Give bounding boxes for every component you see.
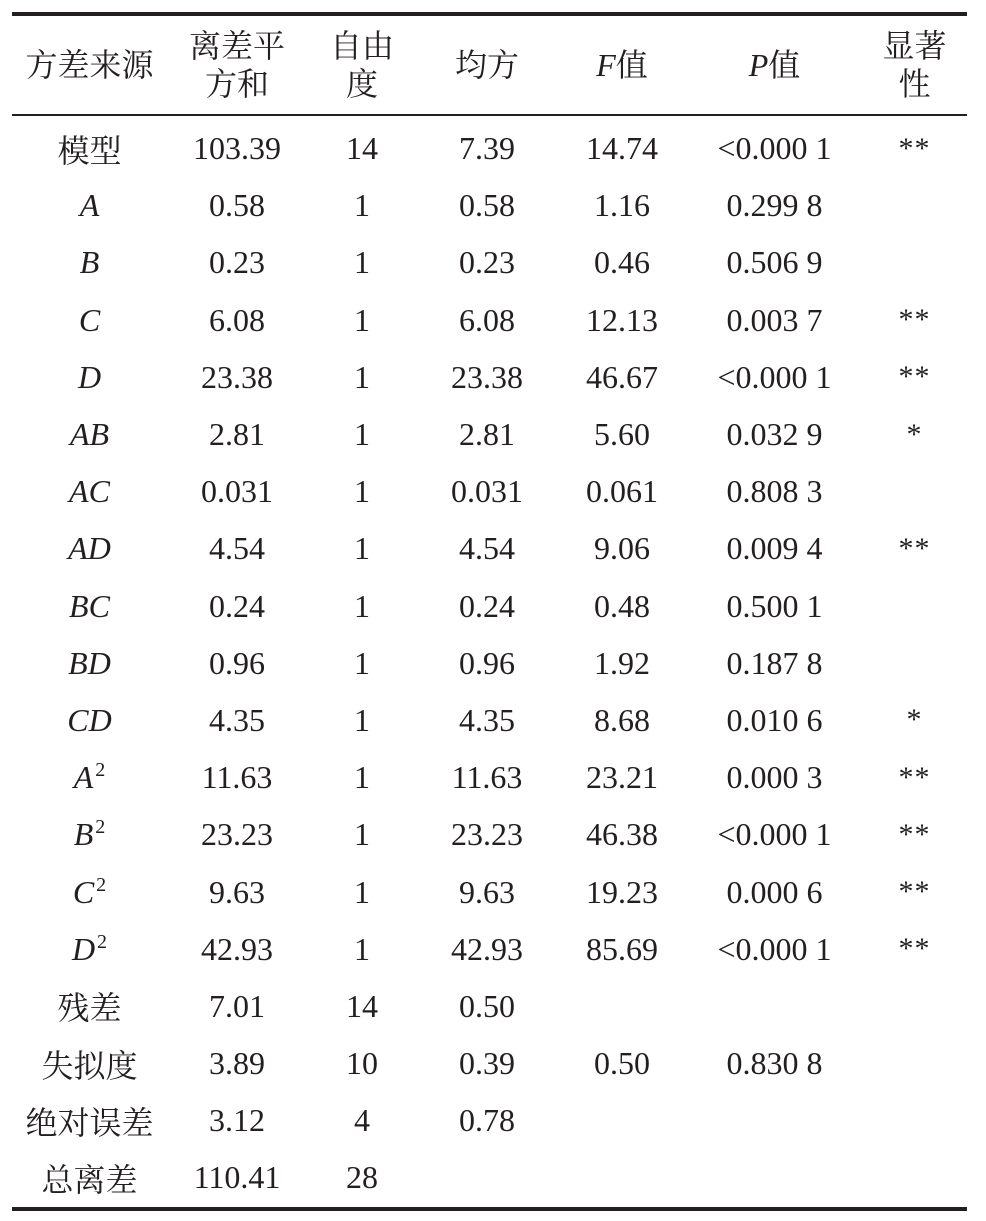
header-line: 性 [898,66,931,102]
cell-degrees-of-freedom: 1 [354,301,370,338]
source-label: B [79,244,100,281]
table-row [12,692,967,749]
source-label: A [73,759,94,796]
cell-source [12,749,167,806]
cell-source [12,1092,167,1149]
cell-source [12,1149,167,1206]
cell-p-value: <0.000 1 [717,130,832,167]
cell-sum-of-squares: 23.23 [201,816,273,853]
cell-degrees-of-freedom: 1 [354,530,370,567]
cell-sum-of-squares: 110.41 [193,1159,281,1196]
header-sum-of-squares [167,16,307,114]
cell-sum-of-squares: 42.93 [201,930,273,967]
cell-mean-square: 7.39 [459,130,515,167]
cell-sum-of-squares: 11.63 [201,759,273,796]
cell-p-value: 0.506 9 [726,244,823,281]
table-row [12,349,967,406]
cell-sum-of-squares: 0.58 [209,187,265,224]
source-label: C [72,873,95,910]
cell-source [12,806,167,863]
source-exponent: 2 [95,759,106,782]
cell-significance: * [906,417,923,451]
cell-p-value: 0.830 8 [726,1045,823,1082]
cell-source [12,578,167,635]
header-line: 均方 [454,47,519,83]
cell-mean-square: 0.24 [459,587,515,624]
cell-source [12,921,167,978]
cell-sum-of-squares: 4.35 [209,701,265,738]
cell-degrees-of-freedom: 14 [346,987,378,1024]
cell-degrees-of-freedom: 14 [346,130,378,167]
cell-p-value: 0.000 3 [726,759,823,796]
cell-mean-square: 0.39 [459,1045,515,1082]
table-row [12,234,967,291]
header-symbol: F [596,47,616,83]
cell-mean-square: 0.50 [459,987,515,1024]
cell-mean-square: 4.54 [459,530,515,567]
cell-mean-square: 0.031 [451,473,523,510]
table-row [12,406,967,463]
source-label: B [73,816,94,853]
header-degrees-of-freedom [307,16,417,114]
cell-sum-of-squares: 103.39 [193,130,281,167]
table-row [12,978,967,1035]
cell-significance: ** [898,303,931,337]
cell-sum-of-squares: 0.24 [209,587,265,624]
cell-f-value: 0.46 [594,244,650,281]
table-row [12,1149,967,1206]
header-significance [862,16,967,114]
source-label: 绝对误差 [25,1104,154,1141]
cell-p-value: 0.500 1 [726,587,823,624]
cell-p-value: 0.187 8 [726,644,823,681]
cell-degrees-of-freedom: 1 [354,416,370,453]
cell-sum-of-squares: 9.63 [209,873,265,910]
source-label: D [71,930,96,967]
source-label: C [78,301,101,338]
cell-significance: * [906,703,923,737]
cell-degrees-of-freedom: 1 [354,759,370,796]
source-label: BC [69,587,110,624]
cell-significance [862,177,967,234]
cell-degrees-of-freedom: 1 [354,816,370,853]
cell-mean-square: 42.93 [451,930,523,967]
cell-source [12,692,167,749]
source-exponent: 2 [95,816,106,839]
table-row [12,578,967,635]
cell-degrees-of-freedom: 1 [354,473,370,510]
cell-significance: ** [898,531,931,565]
cell-sum-of-squares: 23.38 [201,358,273,395]
cell-source [12,635,167,692]
cell-f-value: 12.13 [586,301,658,338]
cell-f-value: 85.69 [586,930,658,967]
table-row [12,292,967,349]
cell-p-value: 0.010 6 [726,701,823,738]
table-row [12,863,967,920]
cell-source [12,863,167,920]
cell-source [12,978,167,1035]
cell-source [12,234,167,291]
source-label: AB [69,416,110,453]
anova-table-container [12,12,967,1211]
table-body [12,116,967,1207]
cell-mean-square: 0.78 [459,1102,515,1139]
cell-significance [862,234,967,291]
cell-mean-square: 0.96 [459,644,515,681]
cell-mean-square: 0.23 [459,244,515,281]
cell-significance: ** [898,932,931,966]
cell-sum-of-squares: 7.01 [209,987,265,1024]
cell-significance [862,1092,967,1149]
table-row [12,921,967,978]
cell-f-value: 19.23 [586,873,658,910]
cell-mean-square: 23.38 [451,358,523,395]
cell-source [12,177,167,234]
cell-source [12,520,167,577]
header-text: 值 [768,47,801,83]
table-row [12,116,967,177]
anova-table [12,16,967,114]
header-line: 显著 [882,28,947,64]
source-label: CD [67,701,112,738]
source-label: AC [69,473,110,510]
cell-mean-square: 23.23 [451,816,523,853]
cell-f-value: 46.38 [586,816,658,853]
source-exponent: 2 [96,873,107,896]
cell-degrees-of-freedom: 1 [354,701,370,738]
cell-f-value: 23.21 [586,759,658,796]
cell-sum-of-squares: 3.89 [209,1045,265,1082]
cell-f-value: 9.06 [594,530,650,567]
cell-degrees-of-freedom: 28 [346,1159,378,1196]
cell-significance [862,635,967,692]
cell-f-value: 1.92 [594,644,650,681]
cell-degrees-of-freedom: 4 [354,1102,370,1139]
source-label: BD [68,644,111,681]
cell-degrees-of-freedom: 1 [354,930,370,967]
table-row [12,520,967,577]
cell-source [12,292,167,349]
source-label: 失拟度 [41,1047,138,1084]
cell-p-value [687,1149,862,1206]
source-label: A [79,187,100,224]
cell-significance [862,578,967,635]
header-mean-square [417,16,557,114]
cell-degrees-of-freedom: 10 [346,1045,378,1082]
cell-f-value: 0.50 [594,1045,650,1082]
cell-f-value: 0.48 [594,587,650,624]
source-exponent: 2 [97,930,108,953]
cell-p-value: <0.000 1 [717,816,832,853]
table-header [12,16,967,114]
cell-mean-square: 2.81 [459,416,515,453]
table-row [12,806,967,863]
cell-sum-of-squares: 0.031 [201,473,273,510]
cell-p-value: 0.003 7 [726,301,823,338]
cell-mean-square: 6.08 [459,301,515,338]
cell-degrees-of-freedom: 1 [354,644,370,681]
cell-significance [862,1035,967,1092]
cell-p-value: 0.032 9 [726,416,823,453]
table-row [12,177,967,234]
cell-p-value: 0.299 8 [726,187,823,224]
cell-significance: ** [898,875,931,909]
cell-significance: ** [898,817,931,851]
cell-mean-square: 0.58 [459,187,515,224]
table-row [12,749,967,806]
cell-f-value: 5.60 [594,416,650,453]
header-f-value [557,16,687,114]
cell-mean-square: 11.63 [451,759,523,796]
cell-mean-square: 9.63 [459,873,515,910]
cell-p-value [687,978,862,1035]
source-label: 总离差 [41,1161,138,1198]
cell-f-value: 8.68 [594,701,650,738]
cell-significance: ** [898,360,931,394]
header-line: 度 [345,66,378,102]
table-row [12,635,967,692]
cell-significance: ** [898,760,931,794]
cell-degrees-of-freedom: 1 [354,244,370,281]
cell-p-value: 0.808 3 [726,473,823,510]
header-line: 自由 [329,28,394,64]
header-symbol: P [748,47,769,83]
header-line: 方和 [204,66,269,102]
anova-table-body [12,116,967,1207]
source-label: 残差 [57,990,122,1027]
cell-source [12,406,167,463]
cell-significance: ** [898,131,931,165]
cell-significance [862,463,967,520]
cell-p-value: <0.000 1 [717,358,832,395]
cell-mean-square: 4.35 [459,701,515,738]
header-text: 值 [615,47,648,83]
cell-f-value [557,978,687,1035]
cell-f-value: 46.67 [586,358,658,395]
header-line: 方差来源 [25,47,154,83]
cell-significance [862,1149,967,1206]
cell-sum-of-squares: 2.81 [209,416,265,453]
cell-p-value: 0.000 6 [726,873,823,910]
cell-f-value [557,1149,687,1206]
cell-mean-square [417,1149,557,1206]
cell-sum-of-squares: 6.08 [209,301,265,338]
cell-f-value [557,1092,687,1149]
source-label: D [77,358,102,395]
header-line: 离差平 [188,28,285,64]
cell-significance [862,978,967,1035]
cell-f-value: 14.74 [586,130,658,167]
cell-p-value [687,1092,862,1149]
cell-degrees-of-freedom: 1 [354,358,370,395]
source-label: 模型 [57,132,122,169]
table-bottom-rule [12,1207,967,1211]
table-row [12,1092,967,1149]
header-source [12,16,167,114]
header-p-value [687,16,862,114]
cell-degrees-of-freedom: 1 [354,187,370,224]
source-label: AD [68,530,111,567]
cell-sum-of-squares: 0.96 [209,644,265,681]
cell-degrees-of-freedom: 1 [354,873,370,910]
cell-source [12,349,167,406]
cell-source [12,1035,167,1092]
cell-p-value: 0.009 4 [726,530,823,567]
table-row [12,463,967,520]
cell-sum-of-squares: 0.23 [209,244,265,281]
cell-degrees-of-freedom: 1 [354,587,370,624]
cell-source [12,463,167,520]
cell-source [12,116,167,177]
table-row [12,1035,967,1092]
cell-p-value: <0.000 1 [717,930,832,967]
cell-sum-of-squares: 3.12 [209,1102,265,1139]
header-row [12,16,967,114]
cell-f-value: 0.061 [586,473,658,510]
cell-f-value: 1.16 [594,187,650,224]
cell-sum-of-squares: 4.54 [209,530,265,567]
